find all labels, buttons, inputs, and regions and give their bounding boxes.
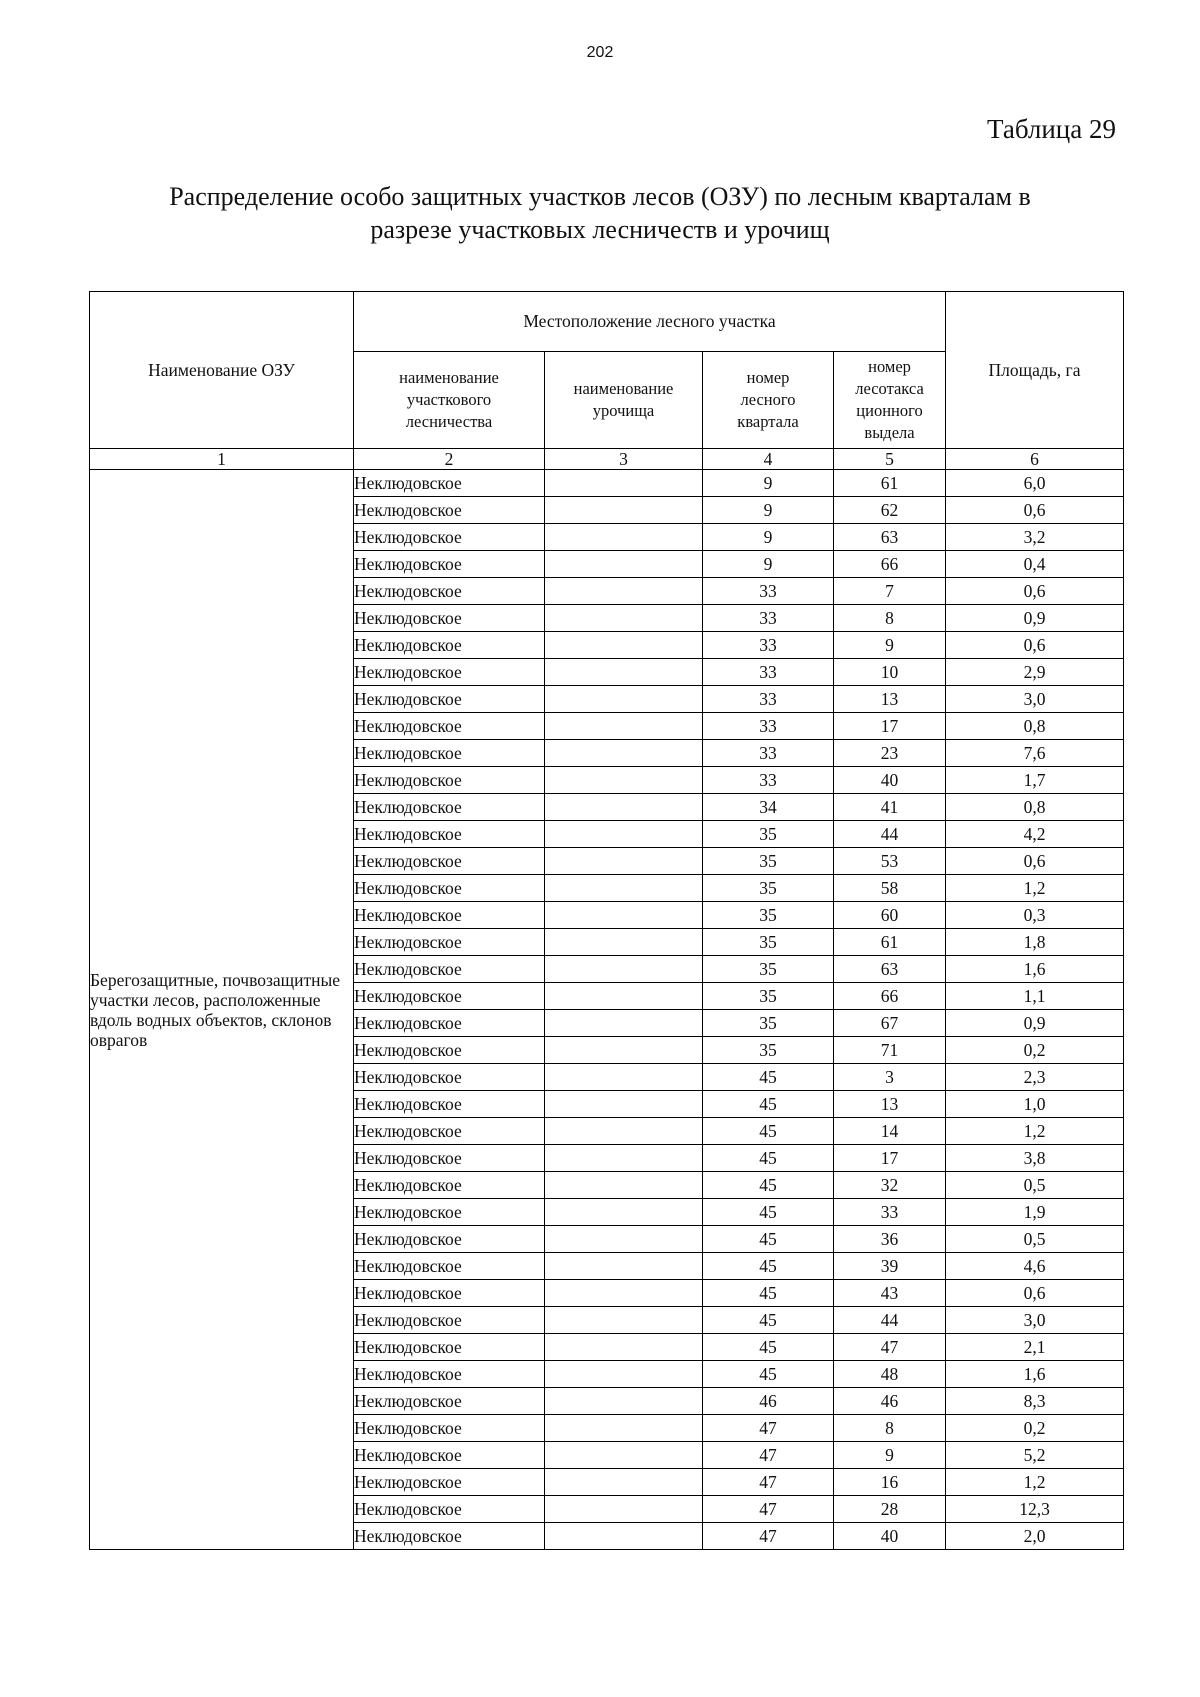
cell-area: 0,8 bbox=[946, 713, 1124, 740]
cell-allotment: 36 bbox=[834, 1226, 946, 1253]
cell-forestry: Неклюдовское bbox=[354, 1361, 545, 1388]
cell-quarter: 45 bbox=[703, 1145, 834, 1172]
cell-tract bbox=[545, 740, 703, 767]
cell-tract bbox=[545, 1307, 703, 1334]
cell-tract bbox=[545, 1280, 703, 1307]
cell-allotment: 3 bbox=[834, 1064, 946, 1091]
cell-allotment: 8 bbox=[834, 1415, 946, 1442]
cell-tract bbox=[545, 659, 703, 686]
header-ozu-name: Наименование ОЗУ bbox=[90, 292, 354, 449]
cell-allotment: 40 bbox=[834, 767, 946, 794]
cell-area: 1,7 bbox=[946, 767, 1124, 794]
cell-allotment: 58 bbox=[834, 875, 946, 902]
column-number-2: 2 bbox=[354, 449, 545, 470]
cell-quarter: 33 bbox=[703, 659, 834, 686]
cell-quarter: 45 bbox=[703, 1064, 834, 1091]
cell-allotment: 44 bbox=[834, 821, 946, 848]
cell-allotment: 62 bbox=[834, 497, 946, 524]
table-row bbox=[90, 470, 1124, 497]
cell-quarter: 9 bbox=[703, 551, 834, 578]
cell-area: 1,6 bbox=[946, 1361, 1124, 1388]
cell-forestry: Неклюдовское bbox=[354, 1280, 545, 1307]
cell-area: 7,6 bbox=[946, 740, 1124, 767]
cell-area: 0,9 bbox=[946, 1010, 1124, 1037]
cell-allotment: 23 bbox=[834, 740, 946, 767]
cell-area: 1,6 bbox=[946, 956, 1124, 983]
cell-tract bbox=[545, 1253, 703, 1280]
column-number-5: 5 bbox=[834, 449, 946, 470]
cell-forestry: Неклюдовское bbox=[354, 1496, 545, 1523]
cell-area: 2,1 bbox=[946, 1334, 1124, 1361]
cell-quarter: 9 bbox=[703, 497, 834, 524]
cell-forestry: Неклюдовское bbox=[354, 632, 545, 659]
cell-forestry: Неклюдовское bbox=[354, 578, 545, 605]
cell-forestry: Неклюдовское bbox=[354, 713, 545, 740]
cell-quarter: 45 bbox=[703, 1226, 834, 1253]
cell-tract bbox=[545, 875, 703, 902]
cell-tract bbox=[545, 983, 703, 1010]
cell-area: 0,4 bbox=[946, 551, 1124, 578]
cell-quarter: 34 bbox=[703, 794, 834, 821]
cell-area: 1,8 bbox=[946, 929, 1124, 956]
cell-quarter: 45 bbox=[703, 1091, 834, 1118]
cell-forestry: Неклюдовское bbox=[354, 1307, 545, 1334]
cell-area: 12,3 bbox=[946, 1496, 1124, 1523]
header-area: Площадь, га bbox=[946, 292, 1124, 449]
cell-quarter: 47 bbox=[703, 1496, 834, 1523]
cell-tract bbox=[545, 1388, 703, 1415]
cell-forestry: Неклюдовское bbox=[354, 659, 545, 686]
cell-quarter: 33 bbox=[703, 740, 834, 767]
header-forestry-name: наименование участкового лесничества bbox=[354, 352, 545, 449]
cell-area: 0,5 bbox=[946, 1226, 1124, 1253]
cell-quarter: 45 bbox=[703, 1280, 834, 1307]
cell-tract bbox=[545, 1064, 703, 1091]
header-allotment-number: номер лесотакса ционного выдела bbox=[834, 352, 946, 449]
cell-tract bbox=[545, 470, 703, 497]
cell-allotment: 46 bbox=[834, 1388, 946, 1415]
cell-quarter: 33 bbox=[703, 605, 834, 632]
cell-tract bbox=[545, 1523, 703, 1550]
cell-allotment: 17 bbox=[834, 1145, 946, 1172]
cell-tract bbox=[545, 821, 703, 848]
cell-area: 0,6 bbox=[946, 848, 1124, 875]
cell-forestry: Неклюдовское bbox=[354, 497, 545, 524]
cell-tract bbox=[545, 605, 703, 632]
cell-tract bbox=[545, 1037, 703, 1064]
cell-area: 1,2 bbox=[946, 1118, 1124, 1145]
cell-tract bbox=[545, 1091, 703, 1118]
cell-allotment: 60 bbox=[834, 902, 946, 929]
cell-quarter: 35 bbox=[703, 902, 834, 929]
cell-tract bbox=[545, 632, 703, 659]
cell-forestry: Неклюдовское bbox=[354, 524, 545, 551]
page-number: 202 bbox=[586, 44, 614, 61]
cell-forestry: Неклюдовское bbox=[354, 848, 545, 875]
cell-allotment: 61 bbox=[834, 929, 946, 956]
cell-quarter: 47 bbox=[703, 1442, 834, 1469]
cell-forestry: Неклюдовское bbox=[354, 1442, 545, 1469]
cell-allotment: 63 bbox=[834, 956, 946, 983]
cell-forestry: Неклюдовское bbox=[354, 929, 545, 956]
cell-forestry: Неклюдовское bbox=[354, 470, 545, 497]
cell-quarter: 35 bbox=[703, 875, 834, 902]
cell-tract bbox=[545, 794, 703, 821]
cell-forestry: Неклюдовское bbox=[354, 767, 545, 794]
cell-forestry: Неклюдовское bbox=[354, 1118, 545, 1145]
cell-forestry: Неклюдовское bbox=[354, 1253, 545, 1280]
cell-area: 3,2 bbox=[946, 524, 1124, 551]
cell-forestry: Неклюдовское bbox=[354, 1172, 545, 1199]
cell-forestry: Неклюдовское bbox=[354, 1064, 545, 1091]
cell-allotment: 16 bbox=[834, 1469, 946, 1496]
cell-tract bbox=[545, 1469, 703, 1496]
cell-tract bbox=[545, 902, 703, 929]
cell-forestry: Неклюдовское bbox=[354, 1199, 545, 1226]
cell-allotment: 40 bbox=[834, 1523, 946, 1550]
cell-quarter: 45 bbox=[703, 1172, 834, 1199]
cell-area: 3,0 bbox=[946, 1307, 1124, 1334]
cell-quarter: 47 bbox=[703, 1523, 834, 1550]
cell-allotment: 9 bbox=[834, 1442, 946, 1469]
cell-forestry: Неклюдовское bbox=[354, 983, 545, 1010]
cell-forestry: Неклюдовское bbox=[354, 1091, 545, 1118]
cell-area: 1,2 bbox=[946, 1469, 1124, 1496]
cell-forestry: Неклюдовское bbox=[354, 956, 545, 983]
cell-quarter: 46 bbox=[703, 1388, 834, 1415]
cell-area: 1,1 bbox=[946, 983, 1124, 1010]
cell-tract bbox=[545, 1361, 703, 1388]
table-body bbox=[90, 470, 1124, 1550]
cell-tract bbox=[545, 1199, 703, 1226]
cell-tract bbox=[545, 1118, 703, 1145]
cell-area: 0,6 bbox=[946, 1280, 1124, 1307]
cell-tract bbox=[545, 1226, 703, 1253]
cell-allotment: 13 bbox=[834, 686, 946, 713]
cell-area: 3,8 bbox=[946, 1145, 1124, 1172]
cell-area: 2,0 bbox=[946, 1523, 1124, 1550]
cell-allotment: 32 bbox=[834, 1172, 946, 1199]
cell-quarter: 47 bbox=[703, 1415, 834, 1442]
cell-quarter: 35 bbox=[703, 1037, 834, 1064]
cell-allotment: 10 bbox=[834, 659, 946, 686]
cell-quarter: 35 bbox=[703, 929, 834, 956]
cell-quarter: 35 bbox=[703, 983, 834, 1010]
cell-forestry: Неклюдовское bbox=[354, 1037, 545, 1064]
cell-tract bbox=[545, 956, 703, 983]
cell-tract bbox=[545, 767, 703, 794]
cell-allotment: 33 bbox=[834, 1199, 946, 1226]
cell-area: 0,8 bbox=[946, 794, 1124, 821]
cell-quarter: 45 bbox=[703, 1307, 834, 1334]
cell-area: 0,3 bbox=[946, 902, 1124, 929]
title-line-2: разрезе участковых лесничеств и урочищ bbox=[370, 215, 830, 244]
cell-forestry: Неклюдовское bbox=[354, 902, 545, 929]
cell-quarter: 45 bbox=[703, 1334, 834, 1361]
header-quarter-number: номер лесного квартала bbox=[703, 352, 834, 449]
cell-quarter: 9 bbox=[703, 524, 834, 551]
cell-forestry: Неклюдовское bbox=[354, 740, 545, 767]
cell-tract bbox=[545, 848, 703, 875]
cell-allotment: 66 bbox=[834, 551, 946, 578]
cell-area: 1,9 bbox=[946, 1199, 1124, 1226]
cell-forestry: Неклюдовское bbox=[354, 686, 545, 713]
cell-allotment: 9 bbox=[834, 632, 946, 659]
cell-quarter: 45 bbox=[703, 1118, 834, 1145]
cell-tract bbox=[545, 1334, 703, 1361]
cell-allotment: 53 bbox=[834, 848, 946, 875]
cell-quarter: 35 bbox=[703, 956, 834, 983]
cell-area: 0,2 bbox=[946, 1037, 1124, 1064]
cell-tract bbox=[545, 1010, 703, 1037]
cell-allotment: 67 bbox=[834, 1010, 946, 1037]
cell-area: 1,2 bbox=[946, 875, 1124, 902]
cell-area: 2,9 bbox=[946, 659, 1124, 686]
cell-allotment: 44 bbox=[834, 1307, 946, 1334]
column-number-1: 1 bbox=[90, 449, 354, 470]
cell-allotment: 63 bbox=[834, 524, 946, 551]
cell-allotment: 41 bbox=[834, 794, 946, 821]
cell-allotment: 71 bbox=[834, 1037, 946, 1064]
cell-area: 1,0 bbox=[946, 1091, 1124, 1118]
cell-tract bbox=[545, 1442, 703, 1469]
cell-forestry: Неклюдовское bbox=[354, 875, 545, 902]
cell-allotment: 7 bbox=[834, 578, 946, 605]
cell-forestry: Неклюдовское bbox=[354, 1388, 545, 1415]
cell-tract bbox=[545, 1145, 703, 1172]
cell-quarter: 45 bbox=[703, 1199, 834, 1226]
cell-quarter: 33 bbox=[703, 632, 834, 659]
cell-quarter: 33 bbox=[703, 686, 834, 713]
cell-quarter: 9 bbox=[703, 470, 834, 497]
cell-tract bbox=[545, 497, 703, 524]
cell-quarter: 35 bbox=[703, 821, 834, 848]
document-title bbox=[100, 180, 1100, 246]
cell-allotment: 17 bbox=[834, 713, 946, 740]
cell-tract bbox=[545, 1172, 703, 1199]
cell-allotment: 13 bbox=[834, 1091, 946, 1118]
cell-forestry: Неклюдовское bbox=[354, 794, 545, 821]
cell-area: 0,9 bbox=[946, 605, 1124, 632]
cell-allotment: 66 bbox=[834, 983, 946, 1010]
cell-quarter: 33 bbox=[703, 767, 834, 794]
cell-tract bbox=[545, 524, 703, 551]
cell-allotment: 14 bbox=[834, 1118, 946, 1145]
cell-area: 8,3 bbox=[946, 1388, 1124, 1415]
cell-quarter: 35 bbox=[703, 1010, 834, 1037]
cell-area: 6,0 bbox=[946, 470, 1124, 497]
cell-tract bbox=[545, 686, 703, 713]
cell-quarter: 45 bbox=[703, 1361, 834, 1388]
cell-quarter: 33 bbox=[703, 713, 834, 740]
cell-forestry: Неклюдовское bbox=[354, 605, 545, 632]
cell-area: 0,2 bbox=[946, 1415, 1124, 1442]
cell-forestry: Неклюдовское bbox=[354, 1523, 545, 1550]
ozu-category-cell: Берегозащитные, почвозащитные участки лесов, расположенные вдоль водных объектов, склонов оврагов bbox=[90, 470, 354, 1550]
cell-allotment: 61 bbox=[834, 470, 946, 497]
cell-quarter: 33 bbox=[703, 578, 834, 605]
cell-allotment: 39 bbox=[834, 1253, 946, 1280]
cell-tract bbox=[545, 551, 703, 578]
cell-forestry: Неклюдовское bbox=[354, 1145, 545, 1172]
cell-forestry: Неклюдовское bbox=[354, 551, 545, 578]
cell-forestry: Неклюдовское bbox=[354, 821, 545, 848]
cell-tract bbox=[545, 1415, 703, 1442]
cell-area: 2,3 bbox=[946, 1064, 1124, 1091]
cell-quarter: 35 bbox=[703, 848, 834, 875]
cell-forestry: Неклюдовское bbox=[354, 1415, 545, 1442]
column-number-3: 3 bbox=[545, 449, 703, 470]
cell-tract bbox=[545, 1496, 703, 1523]
cell-quarter: 47 bbox=[703, 1469, 834, 1496]
cell-area: 3,0 bbox=[946, 686, 1124, 713]
cell-allotment: 48 bbox=[834, 1361, 946, 1388]
cell-allotment: 28 bbox=[834, 1496, 946, 1523]
header-location-group: Местоположение лесного участка bbox=[354, 292, 946, 352]
column-number-4: 4 bbox=[703, 449, 834, 470]
cell-area: 0,6 bbox=[946, 578, 1124, 605]
ozu-distribution-table bbox=[89, 291, 1124, 1550]
cell-tract bbox=[545, 929, 703, 956]
cell-forestry: Неклюдовское bbox=[354, 1334, 545, 1361]
column-number-6: 6 bbox=[946, 449, 1124, 470]
cell-allotment: 8 bbox=[834, 605, 946, 632]
cell-area: 0,6 bbox=[946, 497, 1124, 524]
cell-tract bbox=[545, 713, 703, 740]
cell-forestry: Неклюдовское bbox=[354, 1469, 545, 1496]
cell-allotment: 47 bbox=[834, 1334, 946, 1361]
cell-area: 4,2 bbox=[946, 821, 1124, 848]
title-line-1: Распределение особо защитных участков лесов (ОЗУ) по лесным кварталам в bbox=[169, 182, 1031, 211]
cell-allotment: 43 bbox=[834, 1280, 946, 1307]
cell-area: 0,6 bbox=[946, 632, 1124, 659]
cell-forestry: Неклюдовское bbox=[354, 1226, 545, 1253]
header-tract-name: наименование урочища bbox=[545, 352, 703, 449]
cell-tract bbox=[545, 578, 703, 605]
cell-forestry: Неклюдовское bbox=[354, 1010, 545, 1037]
cell-area: 0,5 bbox=[946, 1172, 1124, 1199]
table-label: Таблица 29 bbox=[987, 114, 1116, 144]
cell-area: 4,6 bbox=[946, 1253, 1124, 1280]
cell-area: 5,2 bbox=[946, 1442, 1124, 1469]
cell-quarter: 45 bbox=[703, 1253, 834, 1280]
